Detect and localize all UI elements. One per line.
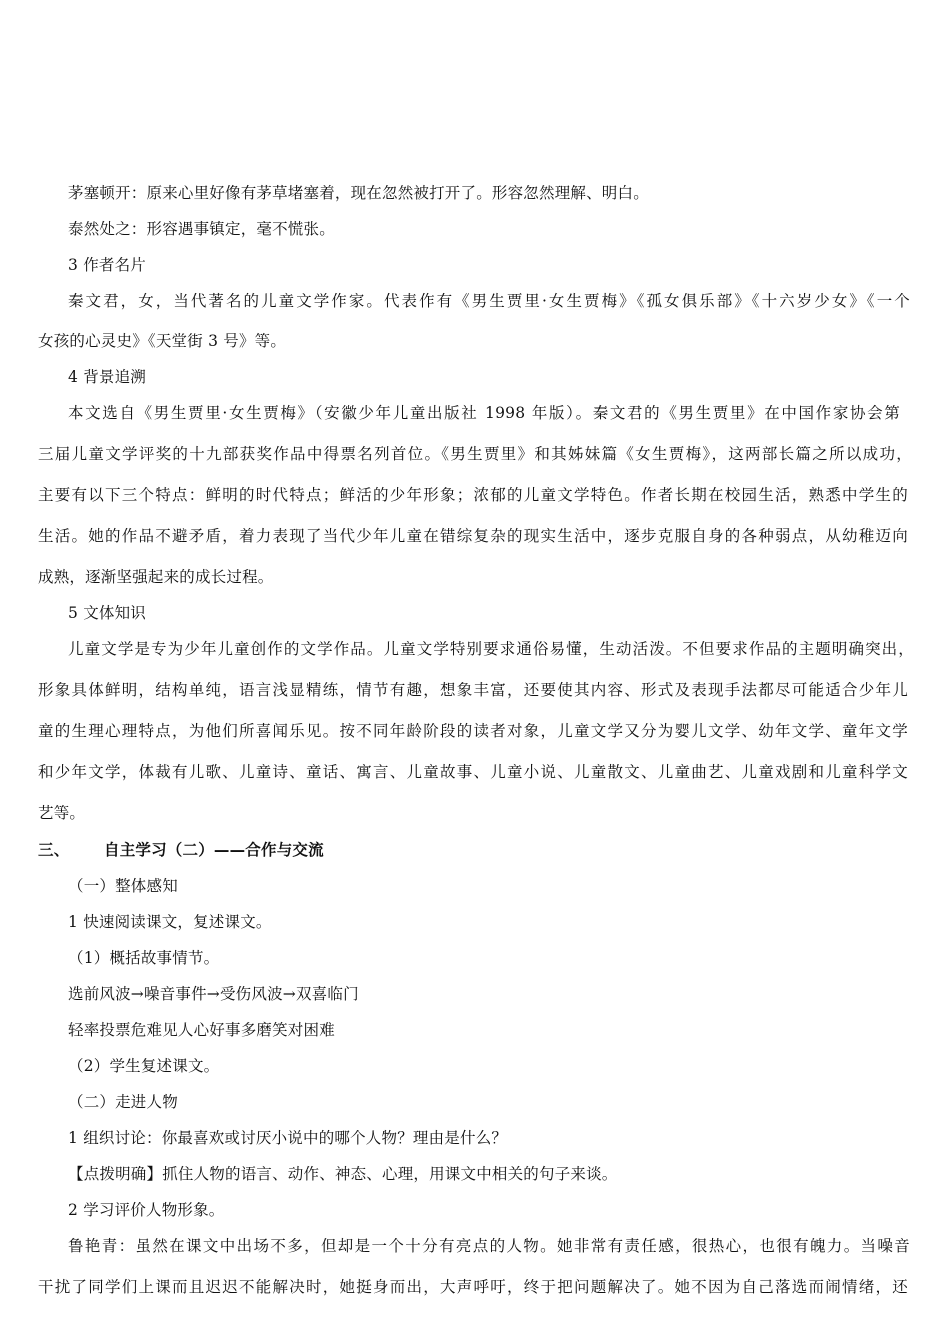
plot-summary: 轻率投票危难见人心好事多磨笑对困难 [68,1021,335,1039]
subsection-heading: （一）整体感知 [68,877,178,895]
paragraph-line: 和少年文学，体裁有儿歌、儿童诗、童话、寓言、儿童故事、儿童小说、儿童散文、儿童曲艺、儿童戏剧和儿童科学文 [38,763,908,781]
section-heading: 5 文体知识 [68,604,146,622]
paragraph-line: 鲁艳青：虽然在课文中出场不多，但却是一个十分有亮点的人物。她非常有责任感，很热心，也很有魄力。当噪音 [68,1237,910,1255]
paragraph-line: 2 学习评价人物形象。 [68,1201,225,1219]
paragraph-line: 形象具体鲜明，结构单纯，语言浅显精练，情节有趣，想象丰富，还要使其内容、形式及表现手法都尽可能适合少年儿 [38,681,908,699]
plot-sequence: 选前风波→噪音事件→受伤风波→双喜临门 [68,985,359,1003]
paragraph-line: 艺等。 [38,804,86,822]
subsection-heading: （二）走进人物 [68,1093,178,1111]
section-heading: 3 作者名片 [68,256,146,274]
paragraph-line: 本文选自《男生贾里·女生贾梅》（安徽少年儿童出版社 1998 年版）。秦文君的《男生贾里》在中国作家协会第 [68,404,900,422]
paragraph-line: 童的生理心理特点，为他们所喜闻乐见。按不同年龄阶段的读者对象，儿童文学又分为婴儿文学、幼年文学、童年文学 [38,722,908,740]
section-heading: 4 背景追溯 [68,368,146,386]
paragraph-line: 女孩的心灵史》《天堂街 3 号》等。 [38,332,287,350]
paragraph-line: 主要有以下三个特点：鲜明的时代特点；鲜活的少年形象；浓郁的儿童文学特色。作者长期在校园生活，熟悉中学生的 [38,486,908,504]
paragraph-line: 茅塞顿开：原来心里好像有茅草堵塞着，现在忽然被打开了。形容忽然理解、明白。 [68,184,649,202]
paragraph-line: 成熟，逐渐坚强起来的成长过程。 [38,568,274,586]
paragraph-line: （2）学生复述课文。 [68,1057,220,1075]
paragraph-line: （1）概括故事情节。 [68,949,220,967]
chapter-title: 自主学习（二）——合作与交流 [104,841,324,859]
paragraph-line: 1 快速阅读课文，复述课文。 [68,913,272,931]
paragraph-line: 三届儿童文学评奖的十九部获奖作品中得票名列首位。《男生贾里》和其姊妹篇《女生贾梅》，这两部长篇之所以成功， [38,445,912,463]
chapter-number: 三、 [38,841,70,859]
paragraph-line: 生活。她的作品不避矛盾，着力表现了当代少年儿童在错综复杂的现实生活中，逐步克服自身的各种弱点，从幼稚迈向 [38,527,908,545]
paragraph-line: 泰然处之：形容遇事镇定，毫不慌张。 [68,220,335,238]
paragraph-line: 干扰了同学们上课而且迟迟不能解决时，她挺身而出，大声呼吁，终于把问题解决了。她不因为自己落选而闹情绪，还 [38,1278,908,1296]
paragraph-line: 1 组织讨论：你最喜欢或讨厌小说中的哪个人物？理由是什么？ [68,1129,508,1147]
paragraph-line: 秦文君，女，当代著名的儿童文学作家。代表作有《男生贾里·女生贾梅》《孤女俱乐部》《十六岁少女》《一个 [68,292,910,310]
paragraph-line: 【点拨明确】抓住人物的语言、动作、神态、心理，用课文中相关的句子来谈。 [68,1165,618,1183]
paragraph-line: 儿童文学是专为少年儿童创作的文学作品。儿童文学特别要求通俗易懂，生动活泼。不但要求作品的主题明确突出， [68,640,914,658]
